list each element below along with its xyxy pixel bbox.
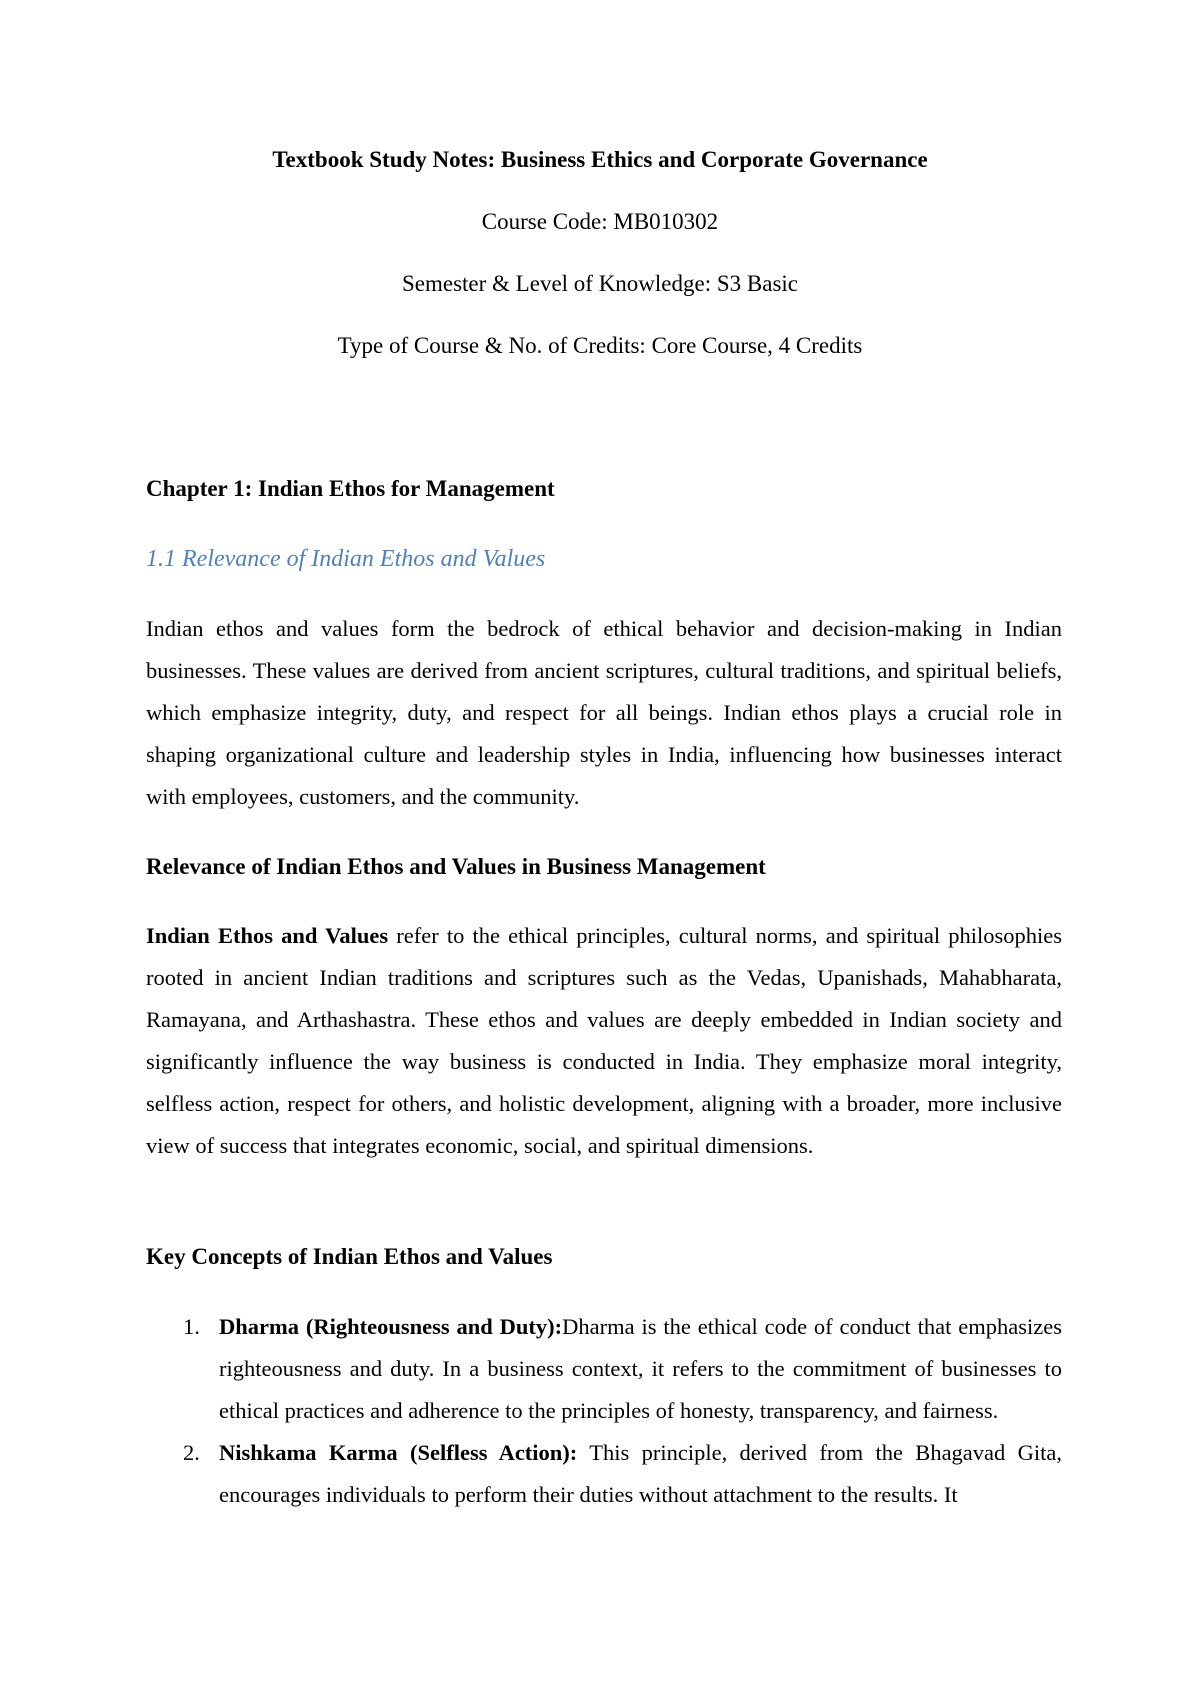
list-item xyxy=(146,1432,1062,1516)
concept-term: Dharma (Righteousness and Duty): xyxy=(219,1314,563,1339)
concept-text: Dharma is the ethical code of conduct that emphasizes righteousness and duty. In a business context, it refers to the commitment of businesses to ethical practices and adherence to the principles of honesty, transparency, and fairness. xyxy=(219,1314,1062,1423)
ethos-definition-paragraph xyxy=(146,915,1062,1167)
list-item xyxy=(146,1306,1062,1432)
semester-level: Semester & Level of Knowledge: S3 Basic xyxy=(401,271,799,296)
concepts-list xyxy=(146,1306,1062,1516)
intro-paragraph: Indian ethos and values form the bedrock of ethical behavior and decision-making in Indian businesses. These values are derived from ancient scriptures, cultural traditions, and spiritual beliefs, which emphasize integrity, duty, and respect for all beings. Indian ethos plays a crucial role in shaping organizational culture and leadership styles in India, influencing how businesses interact with employees, customers, and the community. xyxy=(146,616,1062,809)
document-title: Textbook Study Notes: Business Ethics and Corporate Governance xyxy=(272,147,928,172)
list-number: 2. xyxy=(183,1440,200,1465)
course-code: Course Code: MB010302 xyxy=(481,209,719,234)
section-heading: 1.1 Relevance of Indian Ethos and Values xyxy=(146,546,546,572)
subheading-key-concepts: Key Concepts of Indian Ethos and Values xyxy=(146,1244,553,1269)
subheading-relevance: Relevance of Indian Ethos and Values in Business Management xyxy=(146,854,766,879)
ethos-definition-text: refer to the ethical principles, cultural norms, and spiritual philosophies rooted in ancient Indian traditions and scriptures such as the Vedas, Upanishads, Mahabharata, Ramayana, and Arthashastra. These ethos and values are deeply embedded in Indian society and significantly influence the way business is conducted in India. They emphasize moral integrity, selfless action, respect for others, and holistic development, aligning with a broader, more inclusive view of success that integrates economic, social, and spiritual dimensions. xyxy=(146,923,1062,1158)
ethos-definition-term: Indian Ethos and Values xyxy=(146,923,389,948)
concept-text: This principle, derived from the Bhagavad Gita, encourages individuals to perform their duties without attachment to the results. It xyxy=(219,1440,1062,1507)
concept-term: Nishkama Karma (Selfless Action): xyxy=(219,1440,578,1465)
course-type-credits: Type of Course & No. of Credits: Core Course, 4 Credits xyxy=(337,333,863,358)
chapter-heading: Chapter 1: Indian Ethos for Management xyxy=(146,476,555,501)
list-number: 1. xyxy=(183,1314,200,1339)
